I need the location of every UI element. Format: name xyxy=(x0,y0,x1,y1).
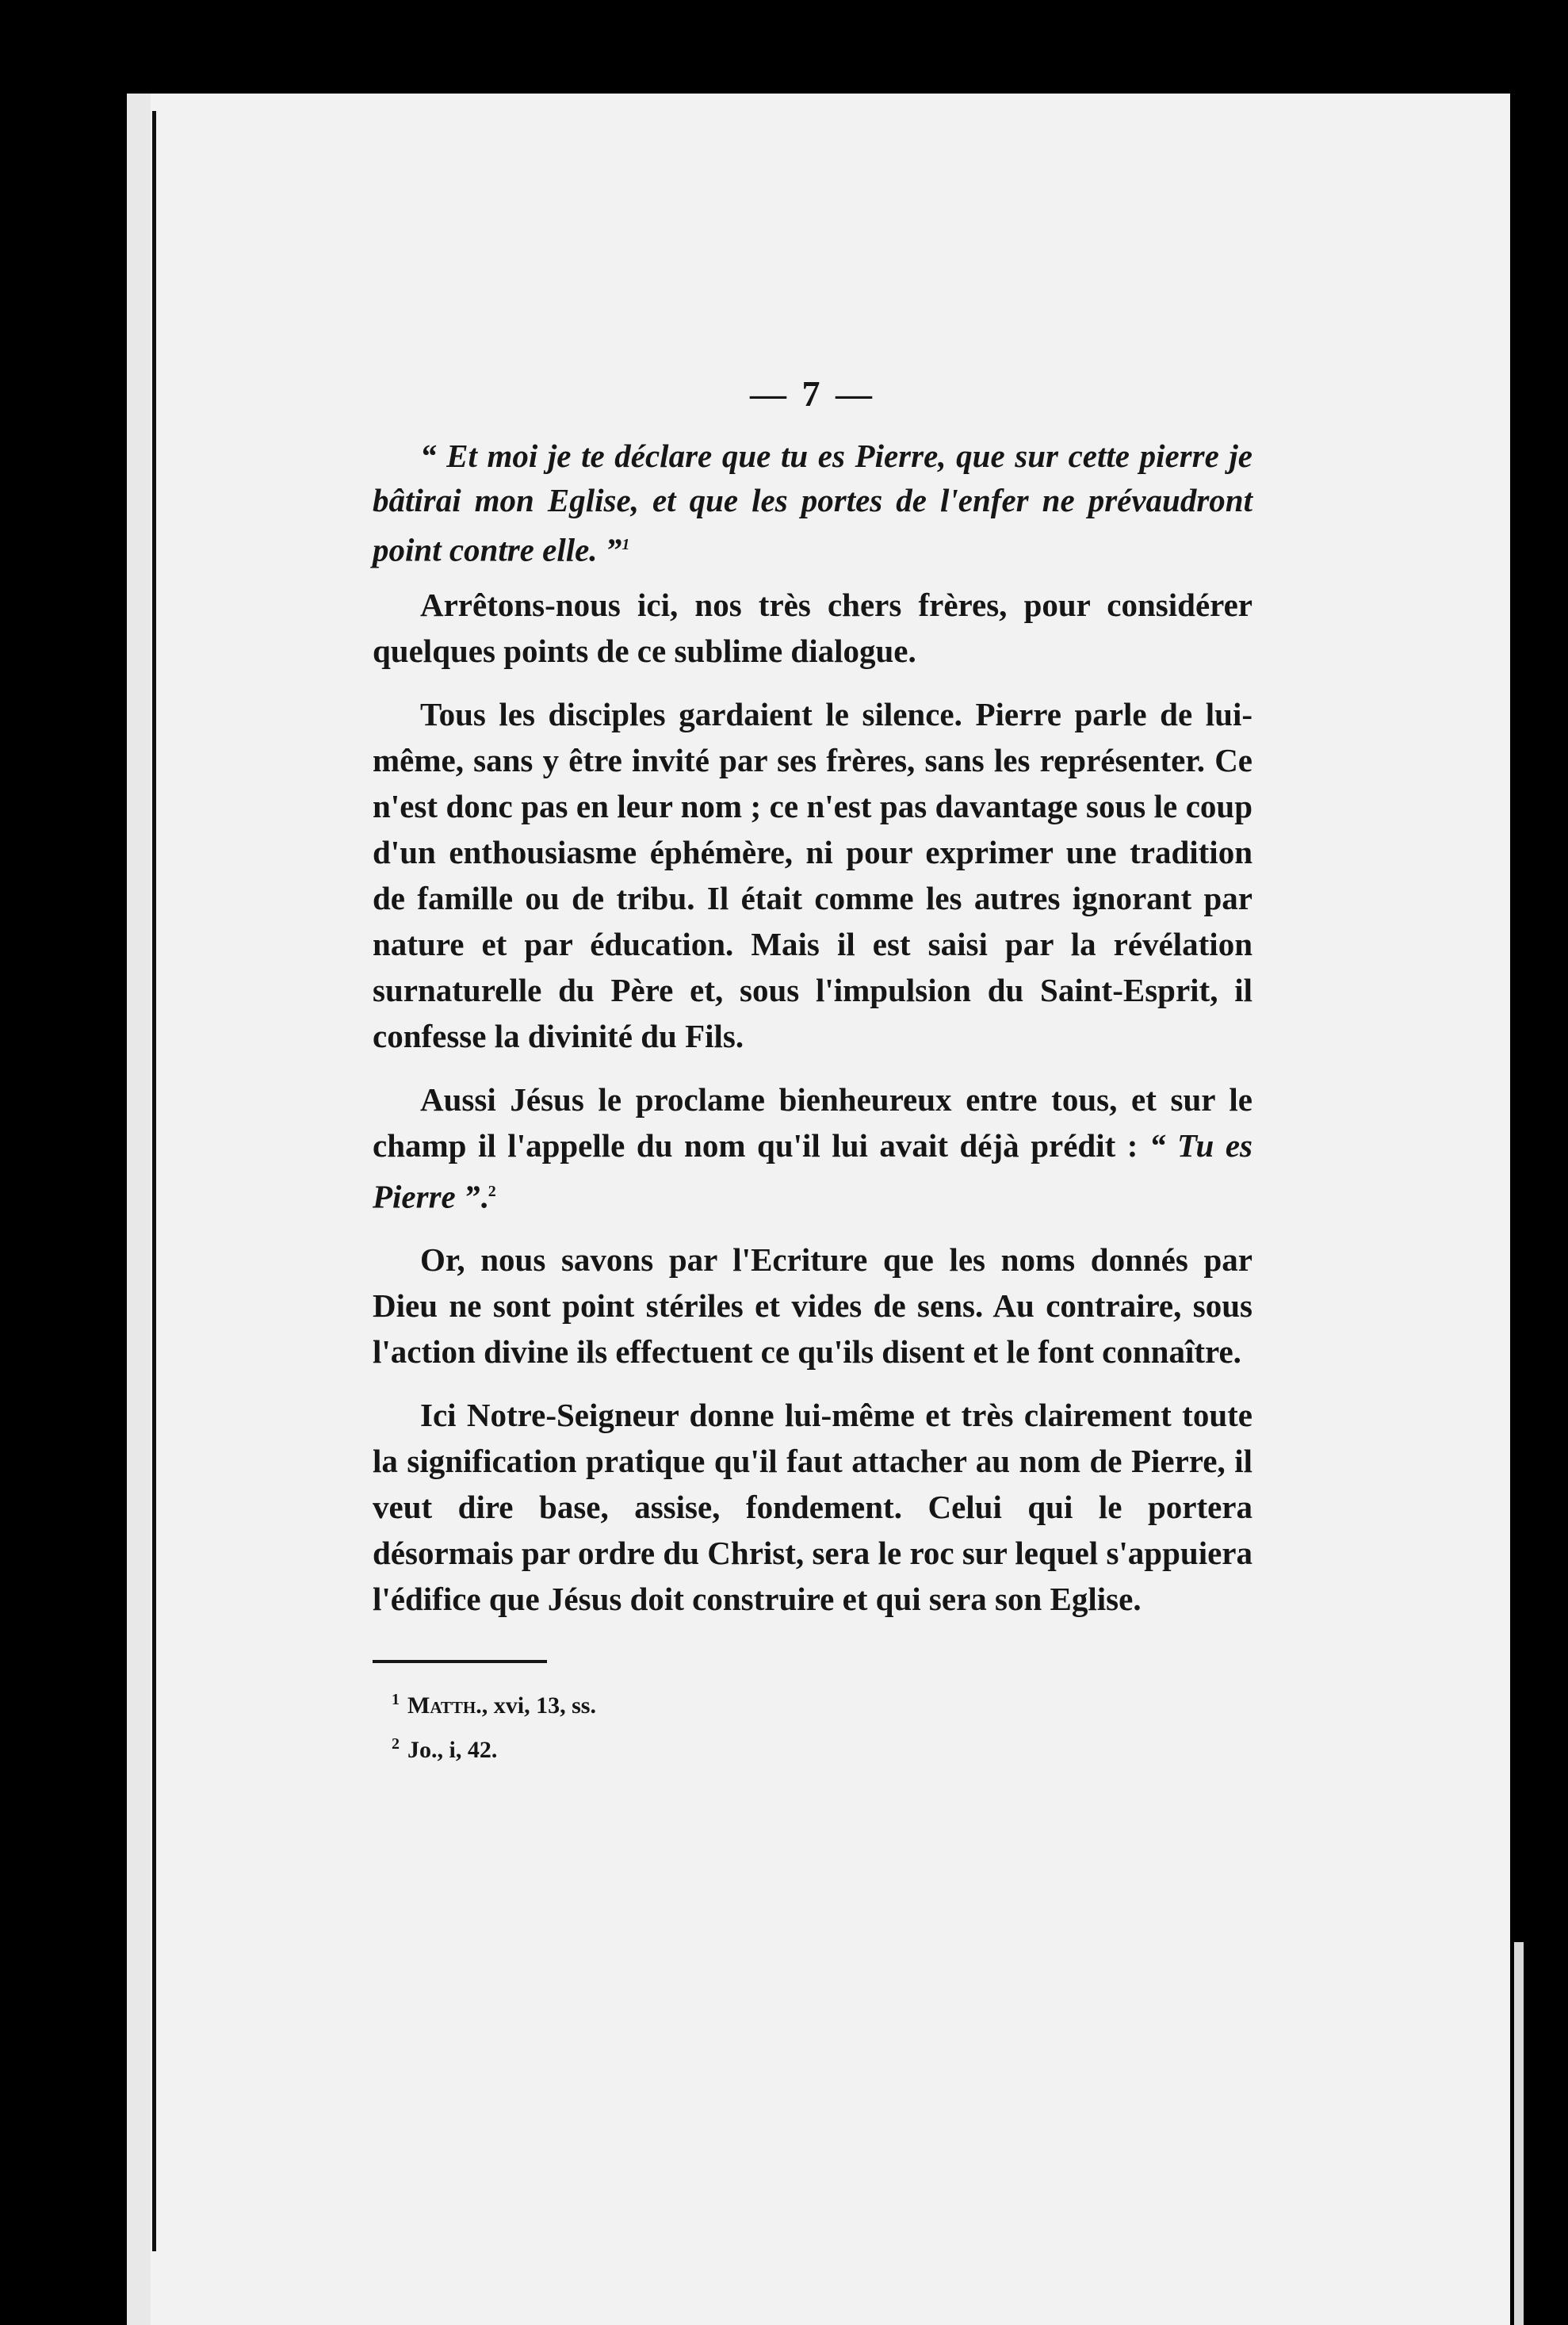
footnote-2-ref: , i, 42. xyxy=(437,1737,498,1764)
paragraph-2: Tous les disciples gardaient le silence. Pierre parle de lui-même, sans y être invité par ses frères, sans les représenter. Ce n'est donc pas en leur nom ; ce n'est pas davantage sous le coup d'un enthousiasme éphémère, ni pour exprimer une tradition de famille ou de tribu. Il était comme les autres ignorant par nature et par éducation. Mais il est saisi par la révélation surnaturelle du Père et, sous l'impulsion du Saint-Esprit, il confesse la divinité du Fils. xyxy=(373,695,1252,1054)
paragraph-3-end: . xyxy=(480,1178,488,1215)
paragraph-3-quote: “ Tu es Pierre ” xyxy=(373,1126,1252,1215)
paragraph-5: Ici Notre-Seigneur donne lui-même et très clairement toute la signification pratique qu'il faut attacher au nom de Pierre, il veut dire base, assise, fondement. Celui qui le portera désormais par ordre du Christ, sera le roc sur lequel s'appuiera l'édifice que Jésus doit construire et qui sera son Eglise. xyxy=(373,1397,1252,1618)
footnote-1-mark: 1 xyxy=(392,1691,400,1709)
footnote-2-source: Jo. xyxy=(407,1737,438,1764)
footnote-separator xyxy=(373,1660,547,1663)
binding-edge-line xyxy=(152,111,156,2251)
paragraph-4: Or, nous savons par l'Ecriture que les noms donnés par Dieu ne sont point stériles et vides de sens. Au contraire, sous l'action divine ils effectuent ce qu'ils disent et le font connaître. xyxy=(373,1241,1252,1371)
footnote-1-ref: , xvi, 13, ss. xyxy=(481,1692,596,1719)
paragraph-3 xyxy=(373,1076,1252,1220)
left-gutter xyxy=(127,94,151,2325)
scripture-quote-text: “ Et moi je te déclare que tu es Pierre, que sur cette pierre je bâtirai mon Eglise, et que les portes de l'enfer ne prévaudront point contre elle. ” xyxy=(373,438,1252,568)
right-page-edge-strip xyxy=(1514,1942,1524,2325)
footnote-1 xyxy=(392,1681,1252,1725)
footnote-1-source: Matth. xyxy=(407,1692,482,1719)
footnote-2-mark: 2 xyxy=(392,1735,400,1753)
scripture-quote xyxy=(373,434,1252,572)
paragraph-1: Arrêtons-nous ici, nos très chers frères, pour considérer quelques points de ce sublime dialogue. xyxy=(373,586,1252,669)
footnote-ref-1: 1 xyxy=(621,536,630,553)
page-number: — 7 — xyxy=(750,373,875,414)
footnote-ref-2: 2 xyxy=(488,1182,496,1200)
paragraph-3-text: Aussi Jésus le proclame bienheureux entre tous, et sur le champ il l'appelle du nom qu'il lui avait déjà prédit : xyxy=(373,1080,1252,1164)
page-text-block xyxy=(373,373,1252,1769)
footnote-2 xyxy=(392,1725,1252,1769)
